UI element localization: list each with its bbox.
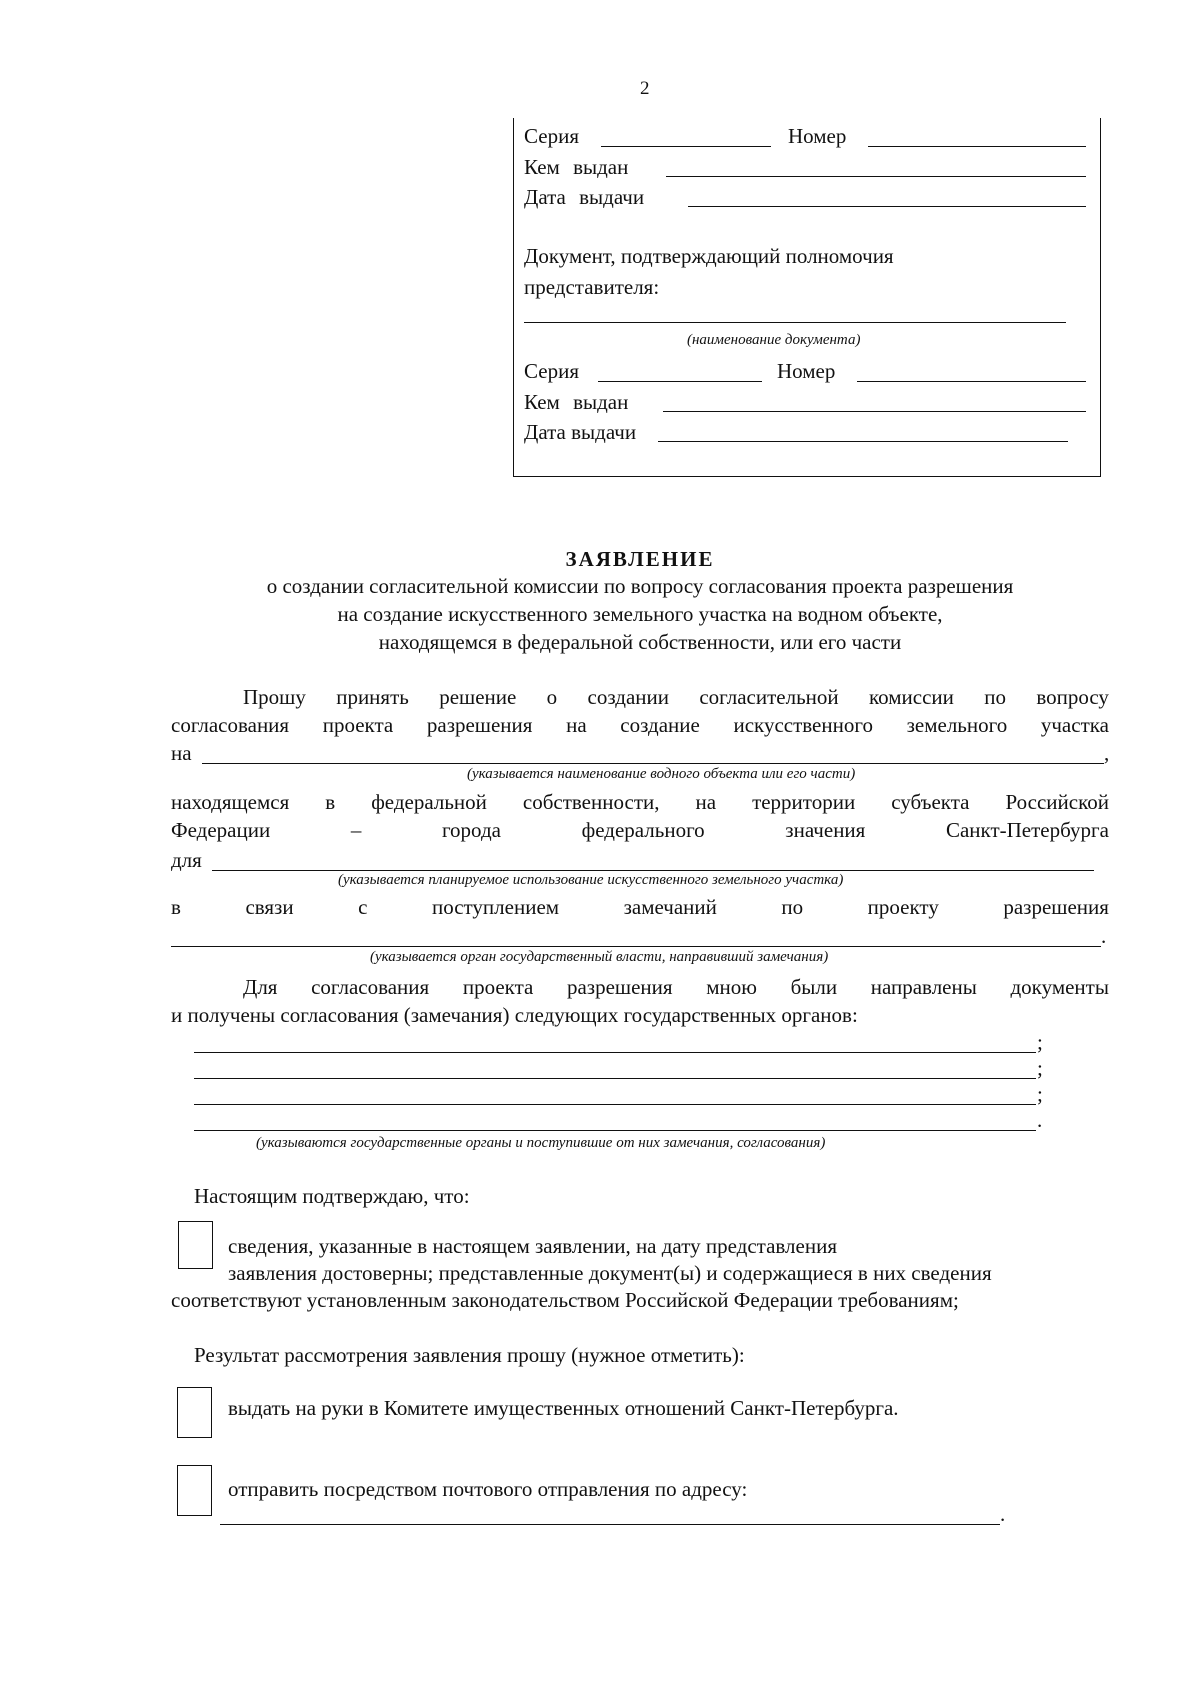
passport-issued-by-label: Кем выдан: [524, 155, 629, 179]
statement-subtitle-line3: находящемся в федеральной собственности, или его части: [378, 630, 902, 654]
gov-bodies-caption: (указываются государственные органы и поступившие от них замечания, согласования): [256, 1135, 826, 1151]
authority-series-label: Серия: [524, 359, 579, 383]
approval-line-2: и получены согласования (замечания) следующих государственных органов:: [171, 1003, 858, 1027]
passport-series-label: Серия: [524, 124, 579, 148]
authority-doc-name-field[interactable]: [524, 322, 1066, 323]
passport-issue-date-field[interactable]: [688, 206, 1086, 207]
result-option1-label: выдать на руки в Комитете имущественных отношений Санкт-Петербурга.: [228, 1396, 899, 1420]
comma: ,: [1104, 741, 1110, 765]
for-label: для: [171, 848, 202, 872]
passport-issue-date-label: Дата выдачи: [524, 185, 645, 209]
semicolon-2: ;: [1037, 1056, 1043, 1080]
semicolon-1: ;: [1037, 1030, 1043, 1054]
semicolon-3: ;: [1037, 1082, 1043, 1106]
passport-number-label: Номер: [788, 124, 847, 148]
postal-period: .: [1000, 1502, 1006, 1526]
gov-body-field-3[interactable]: [194, 1104, 1036, 1105]
water-object-caption: (указывается наименование водного объекта или его части): [467, 766, 856, 782]
authority-doc-heading-line2: представителя:: [524, 275, 660, 299]
period-2: .: [1037, 1108, 1043, 1132]
authority-doc-heading-line1: Документ, подтверждающий полномочия: [524, 244, 894, 268]
gov-body-field-4[interactable]: [194, 1130, 1036, 1131]
result-option2-checkbox[interactable]: [177, 1465, 212, 1516]
authority-doc-name-caption: (наименование документа): [687, 332, 861, 348]
statement-title: ЗАЯВЛЕНИЕ: [565, 547, 715, 571]
request-line-2: согласования проекта разрешения на создание искусственного земельного участка: [171, 713, 1109, 737]
authority-issued-by-label: Кем выдан: [524, 390, 629, 414]
gov-body-field-2[interactable]: [194, 1078, 1036, 1079]
authority-issued-by-field[interactable]: [663, 411, 1086, 412]
statement-subtitle-line1: о создании согласительной комиссии по вопросу согласования проекта разрешения: [266, 574, 1014, 598]
planned-use-caption: (указывается планируемое использование искусственного земельного участка): [338, 872, 844, 888]
request-line: Прошу принять решение о создании согласительной комиссии по вопросу: [243, 685, 1109, 709]
remarks-line: в связи с поступлением замечаний по проекту разрешения: [171, 895, 1109, 919]
result-heading: Результат рассмотрения заявления прошу (нужное отметить):: [194, 1343, 745, 1367]
authority-number-label: Номер: [777, 359, 836, 383]
authority-issue-date-field[interactable]: [658, 441, 1068, 442]
on-label: на: [171, 741, 192, 765]
confirm-checkbox[interactable]: [178, 1221, 213, 1269]
statement-subtitle-line2: на создание искусственного земельного участка на водном объекте,: [337, 602, 943, 626]
water-object-field[interactable]: [202, 763, 1104, 764]
remarks-organ-caption: (указывается орган государственный власти, направивший замечания): [370, 949, 829, 965]
spb-line: Федерации – города федерального значения Санкт-Петербурга: [171, 818, 1109, 842]
confirm-heading: Настоящим подтверждаю, что:: [194, 1184, 470, 1208]
planned-use-field[interactable]: [212, 870, 1094, 871]
confirm-line2: заявления достоверны; представленные документ(ы) и содержащиеся в них сведения: [228, 1261, 992, 1285]
authority-number-field[interactable]: [857, 381, 1086, 382]
passport-series-field[interactable]: [601, 146, 771, 147]
period: .: [1101, 924, 1107, 948]
authority-issue-date-label: Дата выдачи: [524, 420, 637, 444]
authority-series-field[interactable]: [598, 381, 762, 382]
passport-issued-by-field[interactable]: [666, 176, 1086, 177]
remarks-organ-field[interactable]: [171, 946, 1101, 947]
result-option2-label: отправить посредством почтового отправления по адресу:: [228, 1477, 748, 1501]
approval-line: Для согласования проекта разрешения мною были направлены документы: [243, 975, 1109, 999]
gov-body-field-1[interactable]: [194, 1052, 1036, 1053]
federal-line: находящемся в федеральной собственности, на территории субъекта Российской: [171, 790, 1109, 814]
postal-address-field[interactable]: [220, 1524, 1000, 1525]
passport-number-field[interactable]: [868, 146, 1086, 147]
confirm-line1: сведения, указанные в настоящем заявлении, на дату представления: [228, 1234, 837, 1258]
page-number: 2: [640, 78, 650, 99]
result-option1-checkbox[interactable]: [177, 1387, 212, 1438]
confirm-line3: соответствуют установленным законодательством Российской Федерации требованиям;: [171, 1288, 959, 1312]
